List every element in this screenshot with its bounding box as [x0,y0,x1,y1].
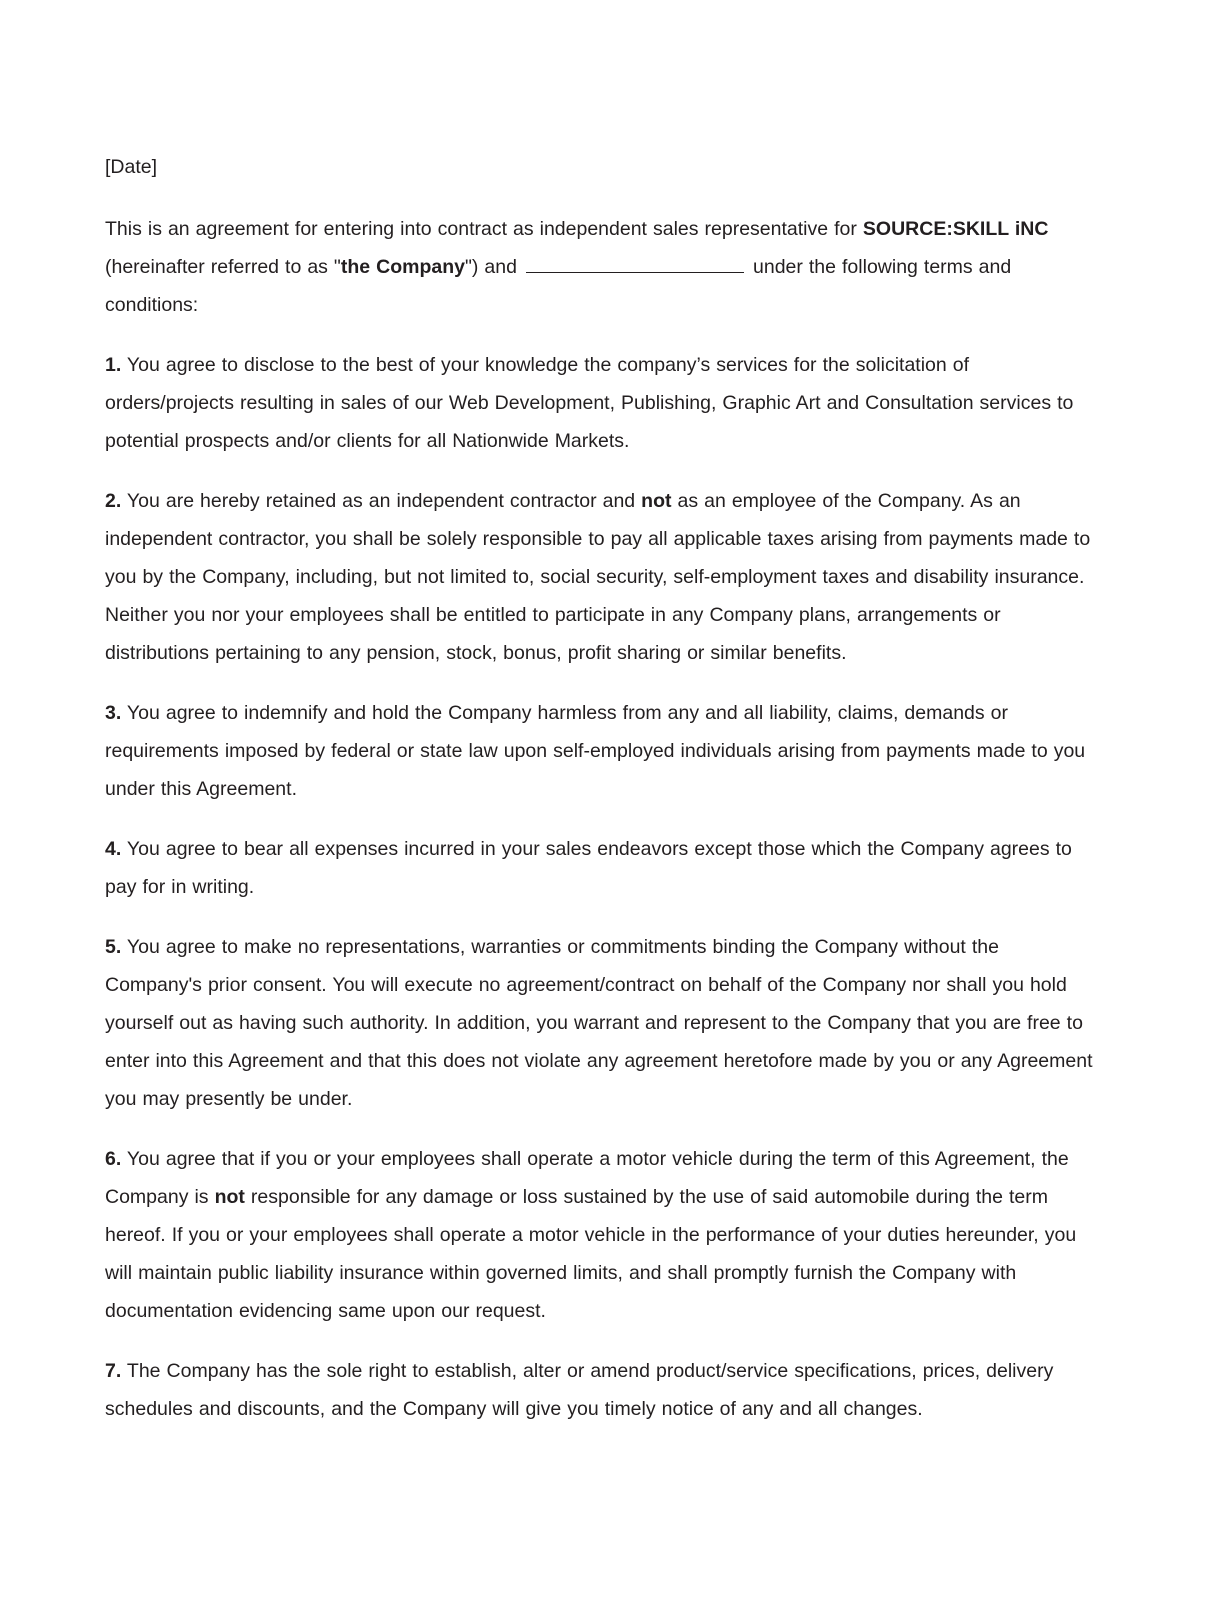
intro-text-part1: This is an agreement for entering into contract as independent sales representative for [105,218,863,240]
clause-5-number: 5. [105,936,122,958]
company-name: SOURCE:SKILL iNC [862,218,1049,240]
clause-7 [105,1352,1093,1428]
clause-7-number: 7. [105,1360,122,1382]
date-placeholder: [Date] [105,156,158,178]
clause-1-text: You agree to disclose to the best of your knowledge the company’s services for the solicitation of orders/projects resulting in sales of our Web Development, Publishing, Graphic Art and Consultation services to potential prospects and/or clients for all Nationwide Markets. [105,354,1074,452]
clause-1 [105,346,1093,460]
clause-2-text-a: You are hereby retained as an independent contractor and [121,490,642,512]
clause-6 [105,1140,1093,1330]
clause-2 [105,482,1093,672]
clause-6-text-a: You agree that if you or your employees shall operate a motor vehicle during the term of this Agreement, the Company is [105,1148,1069,1208]
clause-2-emphasis: not [641,490,672,512]
clause-5 [105,928,1093,1118]
clause-6-emphasis: not [214,1186,245,1208]
clause-3-number: 3. [105,702,122,724]
clause-6-text-b: responsible for any damage or loss sustained by the use of said automobile during the term hereof. If you or your employees shall operate a motor vehicle in the performance of your duties hereunder, you will maintain public liability insurance within governed limits, and shall promptly furnish the Company with documentation evidencing same upon our request. [105,1186,1077,1322]
clause-7-text: The Company has the sole right to establish, alter or amend product/service specifications, prices, delivery schedules and discounts, and the Company will give you timely notice of any and all changes. [105,1360,1054,1420]
counterparty-blank-field[interactable] [526,255,744,273]
intro-text-part3: ") and [464,256,523,278]
clause-1-number: 1. [105,354,122,376]
clause-4-number: 4. [105,838,122,860]
document-body [105,148,1093,1428]
intro-paragraph [105,210,1093,324]
clause-2-number: 2. [105,490,122,512]
clause-5-text: You agree to make no representations, warranties or commitments binding the Company without the Company's prior consent. You will execute no agreement/contract on behalf of the Company nor shall you hold yourself out as having such authority. In addition, you warrant and represent to the Company that you are free to enter into this Agreement and that this does not violate any agreement heretofore made by you or any Agreement you may presently be under. [105,936,1093,1110]
clause-3 [105,694,1093,808]
clause-3-text: You agree to indemnify and hold the Company harmless from any and all liability, claims, demands or requirements imposed by federal or state law upon self-employed individuals arising from payments made to you under this Agreement. [105,702,1086,800]
clause-4-text: You agree to bear all expenses incurred in your sales endeavors except those which the Company agrees to pay for in writing. [105,838,1072,898]
clause-2-text-b: as an employee of the Company. As an independent contractor, you shall be solely responsible to pay all applicable taxes arising from payments made to you by the Company, including, but not limited to, social security, self-employment taxes and disability insurance. Neither you nor your employees shall be entitled to participate in any Company plans, arrangements or distributions pertaining to any pension, stock, bonus, profit sharing or similar benefits. [105,490,1091,664]
company-alias: the Company [340,256,465,278]
clause-4 [105,830,1093,906]
intro-text-part4: under the following terms and conditions: [105,256,1012,316]
clause-6-number: 6. [105,1148,122,1170]
intro-text-part2: (hereinafter referred to as " [105,256,341,278]
